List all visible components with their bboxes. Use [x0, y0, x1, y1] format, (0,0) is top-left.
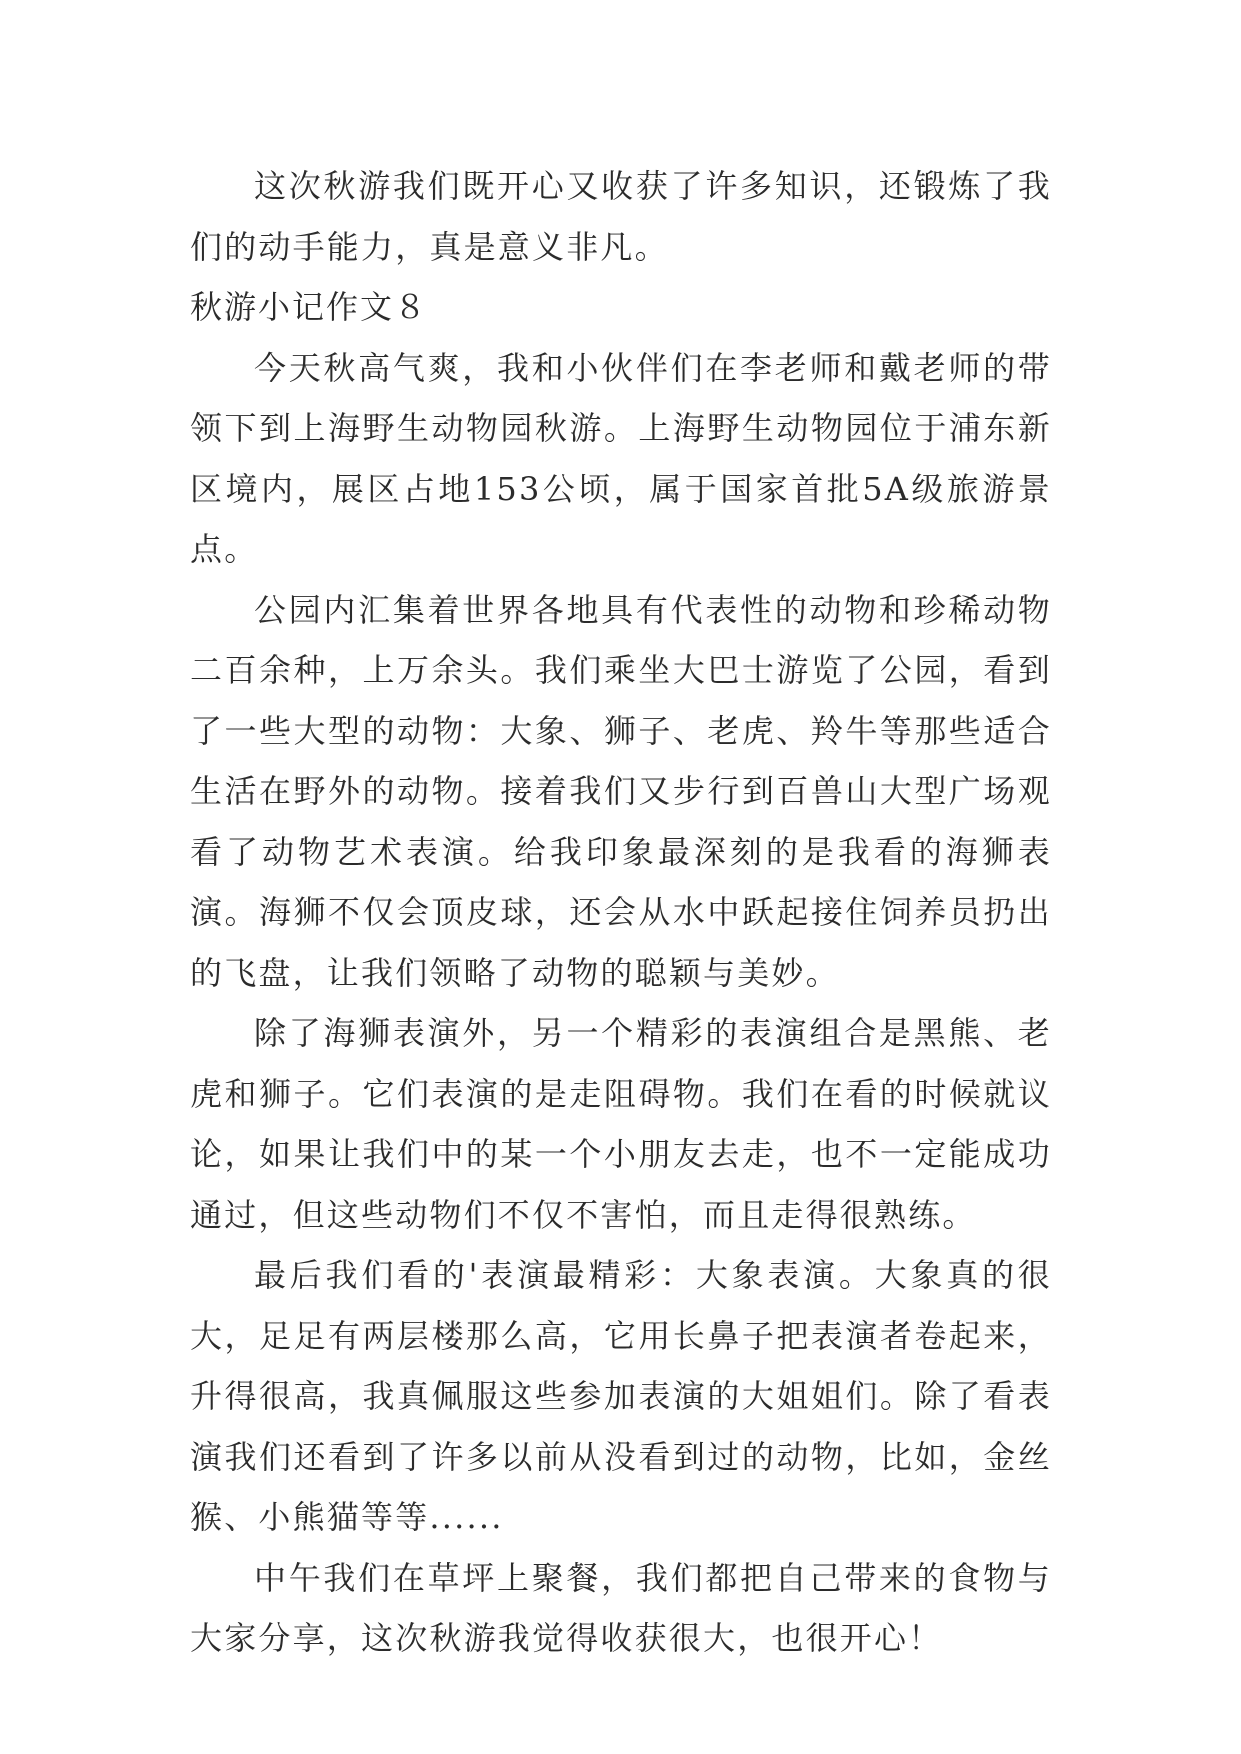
- essay-heading: 秋游小记作文８: [190, 288, 429, 326]
- document-body: [190, 156, 1052, 1669]
- paragraph: 最后我们看的'表演最精彩：大象表演。大象真的很大，足足有两层楼那么高，它用长鼻子把表演者卷起来，升得很高，我真佩服这些参加表演的大姐姐们。除了看表演我们还看到了许多以前从没看到过的动物，比如，金丝猴、小熊猫等等......: [190, 1256, 1052, 1536]
- paragraph: 除了海狮表演外，另一个精彩的表演组合是黑熊、老虎和狮子。它们表演的是走阻碍物。我们在看的时候就议论，如果让我们中的某一个小朋友去走，也不一定能成功通过，但这些动物们不仅不害怕，而且走得很熟练。: [190, 1014, 1052, 1234]
- paragraph: 这次秋游我们既开心又收获了许多知识，还锻炼了我们的动手能力，真是意义非凡。: [190, 167, 1052, 266]
- paragraph: 今天秋高气爽，我和小伙伴们在李老师和戴老师的带领下到上海野生动物园秋游。上海野生动物园位于浦东新区境内，展区占地153公顷，属于国家首批5A级旅游景点。: [190, 348, 1052, 568]
- paragraph: 中午我们在草坪上聚餐，我们都把自己带来的食物与大家分享，这次秋游我觉得收获很大，也很开心！: [190, 1558, 1052, 1657]
- paragraph: 公园内汇集着世界各地具有代表性的动物和珍稀动物二百余种，上万余头。我们乘坐大巴士游览了公园，看到了一些大型的动物：大象、狮子、老虎、羚牛等那些适合生活在野外的动物。接着我们又步行到百兽山大型广场观看了动物艺术表演。给我印象最深刻的是我看的海狮表演。海狮不仅会顶皮球，还会从水中跃起接住饲养员扔出的飞盘，让我们领略了动物的聪颖与美妙。: [190, 590, 1052, 992]
